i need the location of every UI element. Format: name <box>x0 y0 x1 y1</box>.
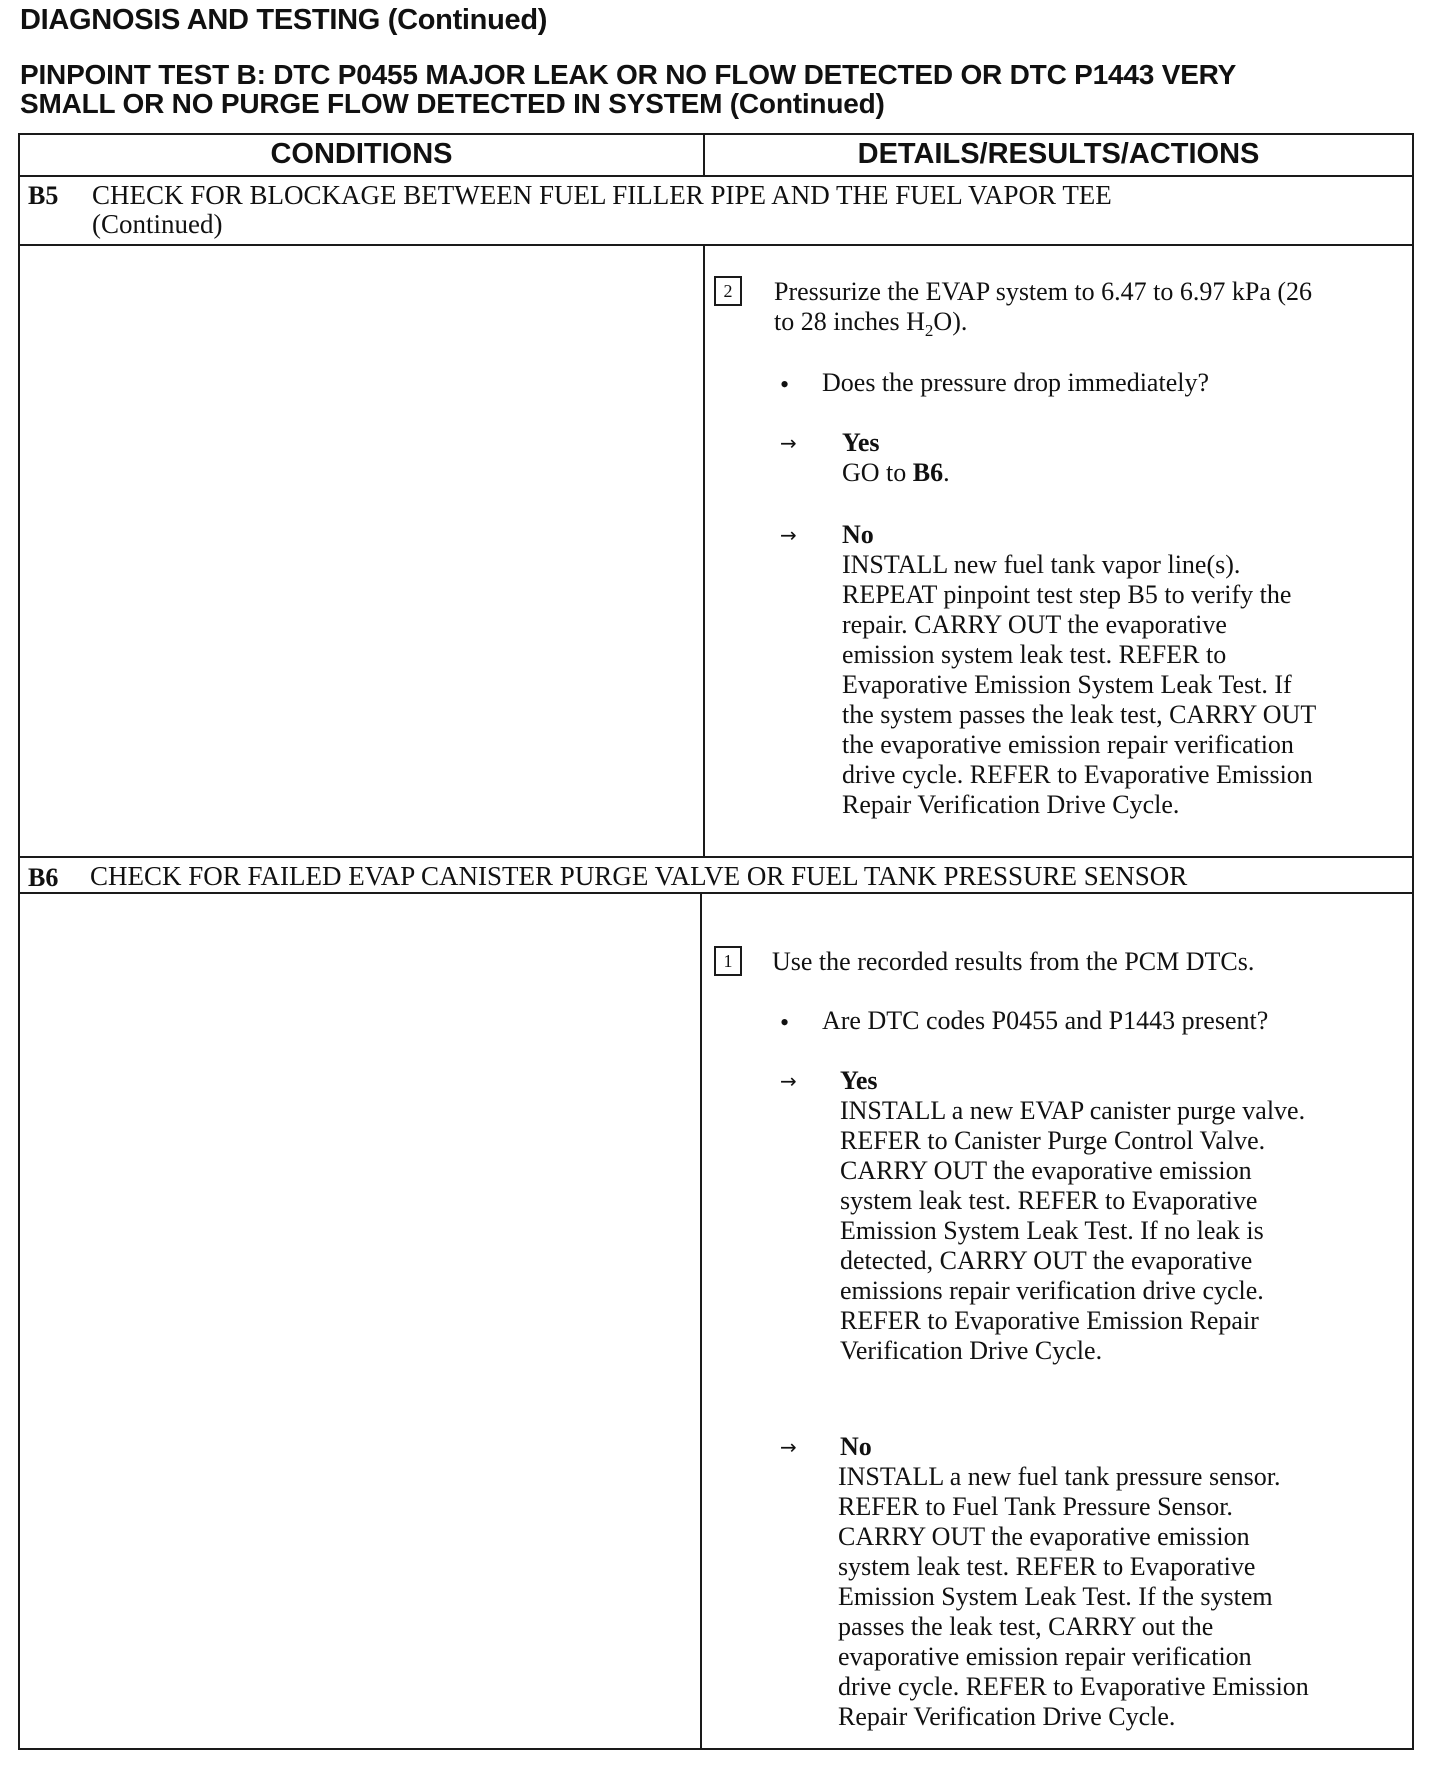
b6-step-title: CHECK FOR FAILED EVAP CANISTER PURGE VALVE OR FUEL TANK PRESSURE SENSOR <box>90 861 1188 891</box>
table-bottom-border <box>18 1748 1414 1750</box>
table-right-border <box>1412 133 1414 1750</box>
b5-yes-label: Yes <box>842 428 880 457</box>
b5-no-action-line: repair. CARRY OUT the evaporative <box>842 610 1227 639</box>
b6-yes-arrow-icon: → <box>780 1069 797 1093</box>
b5-instruction <box>774 277 1414 346</box>
b5-step-number-box: 2 <box>714 276 742 306</box>
test-title-line-2: SMALL OR NO PURGE FLOW DETECTED IN SYSTEM (Continued) <box>20 88 885 119</box>
b5-no-label: No <box>842 520 874 549</box>
b6-instruction: Use the recorded results from the PCM DTCs. <box>772 947 1255 976</box>
b6-no-action-line: Emission System Leak Test. If the system <box>838 1582 1273 1611</box>
b6-no-action-line: passes the leak test, CARRY out the <box>838 1612 1214 1641</box>
pinpoint-test-title <box>20 60 1420 118</box>
b5-title-line-1: CHECK FOR BLOCKAGE BETWEEN FUEL FILLER PIPE AND THE FUEL VAPOR TEE <box>92 180 1112 210</box>
b5-no-action-line: REPEAT pinpoint test step B5 to verify the <box>842 580 1292 609</box>
b5-subscript-2: 2 <box>924 321 934 341</box>
b5-bullet-icon: • <box>780 370 790 399</box>
b6-yes-action-line: INSTALL a new EVAP canister purge valve. <box>840 1096 1306 1125</box>
b5-no-action-line: drive cycle. REFER to Evaporative Emission <box>842 760 1313 789</box>
b5-instruction-line-1: Pressurize the EVAP system to 6.47 to 6.97 kPa (26 <box>774 277 1313 306</box>
b5-no-action-line: INSTALL new fuel tank vapor line(s). <box>842 550 1241 579</box>
b6-yes-action-line: emissions repair verification drive cycle. <box>840 1276 1264 1305</box>
b5-yes-action <box>842 458 950 488</box>
column-divider-b5 <box>703 244 705 857</box>
b6-bullet-icon: • <box>780 1008 790 1037</box>
b6-yes-action-line: REFER to Canister Purge Control Valve. <box>840 1126 1266 1155</box>
b6-no-action-line: INSTALL a new fuel tank pressure sensor. <box>838 1462 1281 1491</box>
b5-no-arrow-icon: → <box>780 523 797 547</box>
b5-no-action-line: emission system leak test. REFER to <box>842 640 1227 669</box>
b6-no-action-line: CARRY OUT the evaporative emission <box>838 1522 1250 1551</box>
b6-question: Are DTC codes P0455 and P1443 present? <box>822 1006 1269 1035</box>
b6-no-action-line: drive cycle. REFER to Evaporative Emission <box>838 1672 1309 1701</box>
b5-no-action-line: Repair Verification Drive Cycle. <box>842 790 1180 819</box>
header-divider <box>18 175 1414 177</box>
b5-no-action-line: Evaporative Emission System Leak Test. If <box>842 670 1292 699</box>
b5-step-title <box>92 181 1112 239</box>
b6-yes-action-line: system leak test. REFER to Evaporative <box>840 1186 1258 1215</box>
conditions-column-header: CONDITIONS <box>270 138 453 170</box>
b6-yes-action-line: CARRY OUT the evaporative emission <box>840 1156 1252 1185</box>
b5-yes-action-text: GO to <box>842 458 913 487</box>
b6-no-action-line: evaporative emission repair verification <box>838 1642 1252 1671</box>
b6-yes-action-line: detected, CARRY OUT the evaporative <box>840 1246 1253 1275</box>
b6-step-id: B6 <box>28 863 59 892</box>
b5-no-action-line: the system passes the leak test, CARRY OUT <box>842 700 1317 729</box>
section-title: DIAGNOSIS AND TESTING (Continued) <box>20 4 548 36</box>
b6-step-number-box: 1 <box>714 946 742 976</box>
b5-instruction-line-2 <box>774 307 1414 346</box>
b5-yes-action-end: . <box>943 458 950 487</box>
b6-yes-action-line: Verification Drive Cycle. <box>840 1336 1103 1365</box>
b5-title-divider <box>18 244 1414 246</box>
b6-no-action <box>838 1462 1410 1732</box>
b6-no-action-line: Repair Verification Drive Cycle. <box>838 1702 1176 1731</box>
b5-no-action-line: the evaporative emission repair verification <box>842 730 1294 759</box>
b6-no-action-line: REFER to Fuel Tank Pressure Sensor. <box>838 1492 1233 1521</box>
table-top-border <box>18 133 1414 135</box>
b6-title-divider <box>18 892 1414 894</box>
details-column-header: DETAILS/RESULTS/ACTIONS <box>857 138 1260 170</box>
b5-step-id: B5 <box>28 181 59 210</box>
b6-no-action-line: system leak test. REFER to Evaporative <box>838 1552 1256 1581</box>
b6-no-label: No <box>840 1432 872 1461</box>
column-divider-b6 <box>700 892 702 1749</box>
b6-yes-action-line: REFER to Evaporative Emission Repair <box>840 1306 1259 1335</box>
b5-no-action <box>842 550 1412 820</box>
table-left-border <box>18 133 20 1750</box>
b5-yes-arrow-icon: → <box>780 431 797 455</box>
b5-instruction-end: O). <box>933 307 968 336</box>
b5-instruction-text: to 28 inches H <box>774 307 925 336</box>
b5-question: Does the pressure drop immediately? <box>822 368 1209 397</box>
b6-yes-action-line: Emission System Leak Test. If no leak is <box>840 1216 1264 1245</box>
b5-yes-action-ref: B6 <box>912 458 944 487</box>
b6-yes-action <box>840 1096 1410 1366</box>
b5-title-line-2: (Continued) <box>92 209 223 239</box>
b6-yes-label: Yes <box>840 1066 878 1095</box>
test-title-line-1: PINPOINT TEST B: DTC P0455 MAJOR LEAK OR NO FLOW DETECTED OR DTC P1443 VERY <box>20 59 1237 90</box>
b6-top-divider <box>18 856 1414 858</box>
b6-no-arrow-icon: → <box>780 1435 797 1459</box>
